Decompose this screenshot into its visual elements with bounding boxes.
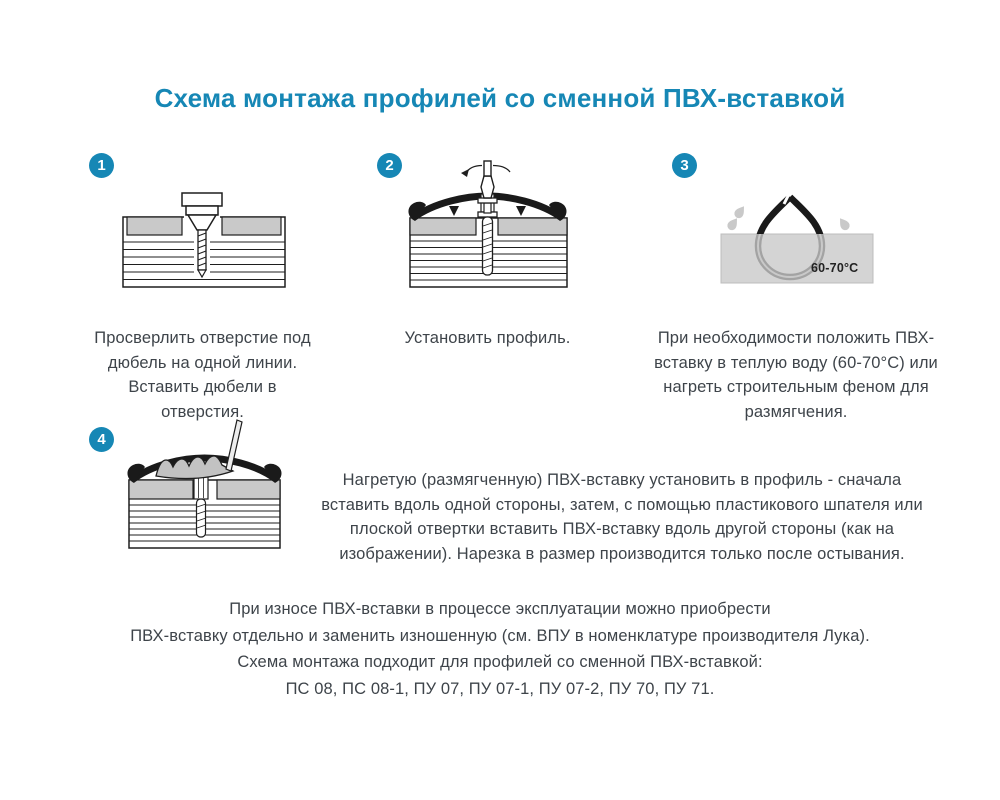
drill-hole-illustration: [118, 185, 288, 295]
step-4-number: 4: [97, 431, 106, 448]
step-2-number-badge: [377, 153, 402, 178]
step-1-caption: Просверлить отверстие под дюбель на одной линии. Вставить дюбели в отверстия.: [94, 329, 311, 421]
step-3-illustration-wrap: [713, 185, 888, 295]
step-4-caption: Нагретую (размягченную) ПВХ-вставку установить в профиль - сначала вставить вдоль одной стороны, затем, с помощью пластикового шпателя или плоской отвертки вставить ПВХ-вставку вдоль другой стороны (как на изображении). Нарезка в размер производится только после остывания.: [321, 471, 923, 563]
step-3-number: 3: [680, 157, 689, 174]
step-1-number: 1: [97, 157, 106, 174]
step-2-caption: Установить профиль.: [404, 329, 571, 347]
install-profile-illustration: [405, 160, 570, 295]
page-title: Схема монтажа профилей со сменной ПВХ-вставкой: [154, 83, 846, 113]
footer-line: ПС 08, ПС 08-1, ПУ 07, ПУ 07-1, ПУ 07-2, ПУ 70, ПУ 71.: [285, 679, 715, 698]
footer-line: ПВХ-вставку отдельно и заменить изношенную (см. ВПУ в номенклатуре производителя Лука).: [130, 626, 870, 645]
step-1-number-badge: [89, 153, 114, 178]
footer-note: [0, 596, 1000, 702]
warm-water-illustration: [713, 185, 888, 295]
footer-line: Схема монтажа подходит для профилей со сменной ПВХ-вставкой:: [237, 653, 763, 671]
pvc-insert-install-illustration: [123, 415, 288, 555]
step-2-number: 2: [385, 157, 394, 174]
step-4-number-badge: [89, 427, 114, 452]
step-3-caption: При необходимости положить ПВХ-вставку в теплую воду (60-70°С) или нагреть строительным феном для размягчения.: [654, 329, 938, 421]
step-3-number-badge: [672, 153, 697, 178]
footer-line: При износе ПВХ-вставки в процессе эксплуатации можно приобрести: [229, 600, 771, 618]
water-temperature-label: 60-70°C: [811, 261, 859, 275]
step-4-illustration-wrap: [123, 415, 288, 555]
step-2-illustration-wrap: [405, 160, 570, 295]
step-1-illustration-wrap: [118, 185, 288, 295]
